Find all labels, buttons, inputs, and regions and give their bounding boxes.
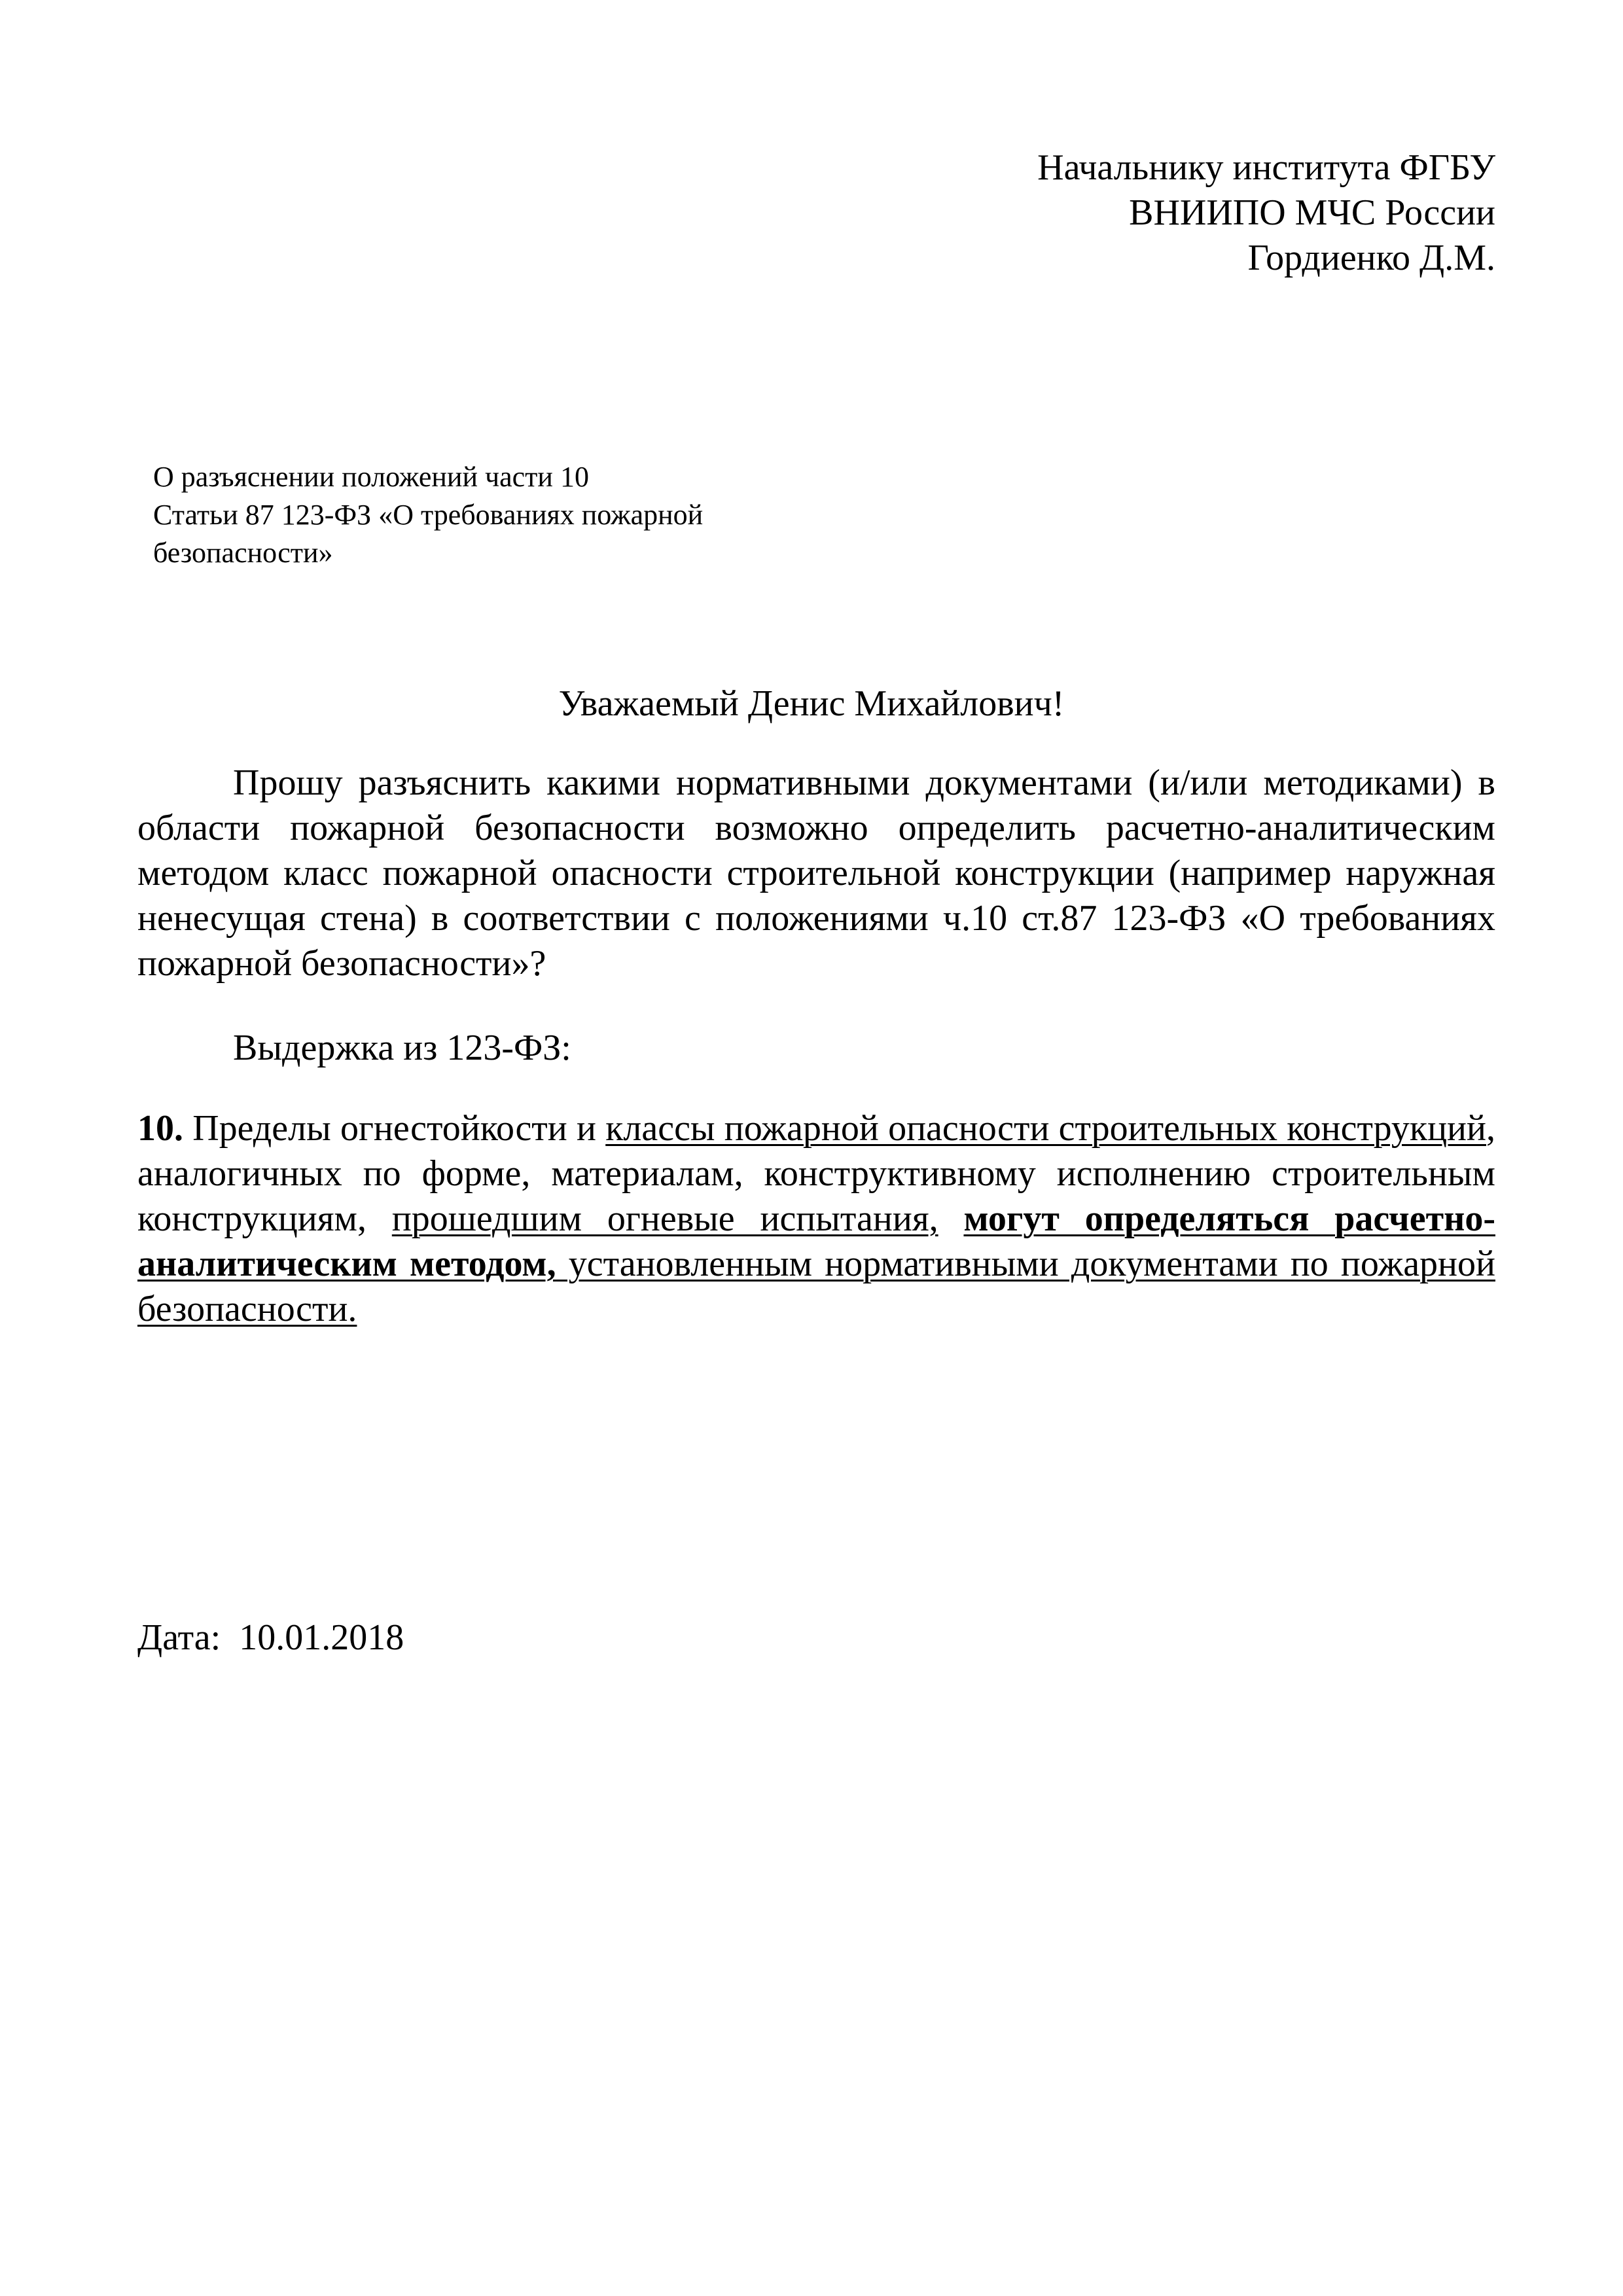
excerpt-number: 10. xyxy=(137,1108,183,1149)
excerpt-text-underlined-1: классы пожарной опасности строительных конструкций xyxy=(605,1108,1486,1149)
request-paragraph: Прошу разъяснить какими нормативными документами (и/или методиками) в области пожарной безопасности возможно определить расчетно-аналитическим методом класс пожарной опасности строительной конструкции (например наружная ненесущая стена) в соответствии с положениями ч.10 ст.87 123-ФЗ «О требованиях пожарной безопасности»? xyxy=(137,762,1495,984)
subject-line-2: Статьи 87 123-ФЗ «О требованиях пожарной xyxy=(153,499,704,531)
subject-block xyxy=(153,458,703,572)
excerpt-text-2: , аналогичных по форме, материалам, конструктивному исполнению строительным конструкциям, xyxy=(137,1108,1495,1239)
excerpt-text-1: Пределы огнестойкости и xyxy=(183,1108,606,1149)
subject-line-3: безопасности» xyxy=(153,537,333,569)
excerpt-text-bold-underlined: могут определяться расчетно-аналитическим методом, xyxy=(137,1198,1495,1284)
date-value: 10.01.2018 xyxy=(239,1617,404,1658)
excerpt-title: Выдержка из 123-ФЗ: xyxy=(233,1028,571,1068)
date-label: Дата: xyxy=(137,1617,221,1658)
excerpt-text-underlined-3: установленным нормативными документами по пожарной безопасности. xyxy=(137,1244,1495,1329)
date-line xyxy=(137,1615,404,1660)
greeting: Уважаемый Денис Михайлович! xyxy=(558,683,1065,724)
excerpt-text-3 xyxy=(938,1198,964,1239)
addressee-line-3: Гордиенко Д.М. xyxy=(1247,238,1495,278)
addressee-line-2: ВНИИПО МЧС России xyxy=(1129,192,1495,233)
subject-line-1: О разъяснении положений части 10 xyxy=(153,461,589,493)
addressee-block xyxy=(1037,145,1495,281)
addressee-line-1: Начальнику института ФГБУ xyxy=(1037,147,1495,188)
excerpt-text-underlined-2: прошедшим огневые испытания, xyxy=(391,1198,938,1239)
law-excerpt xyxy=(137,1106,1495,1332)
